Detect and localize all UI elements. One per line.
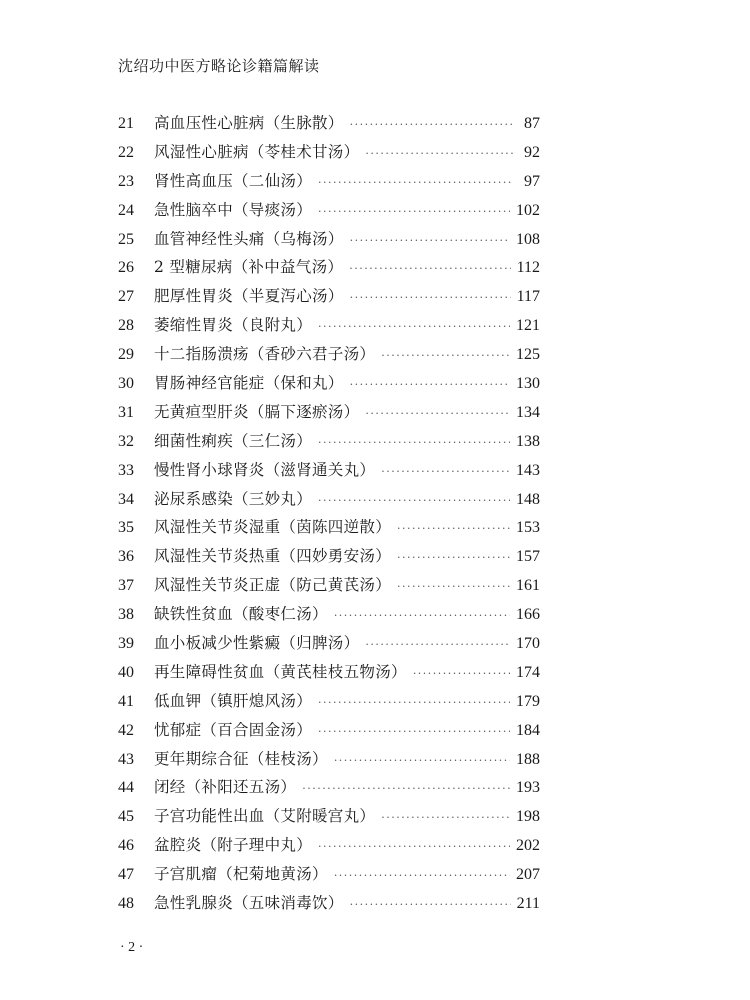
entry-title: 血管神经性头痛（乌梅汤） — [154, 229, 344, 248]
entry-number: 30 — [118, 375, 134, 393]
entry-number: 24 — [118, 201, 134, 219]
entry-number: 33 — [118, 461, 134, 479]
entry-page: 138 — [516, 432, 540, 450]
entry-page: 134 — [516, 403, 540, 421]
toc-entry[interactable] — [118, 804, 540, 833]
table-of-contents — [118, 111, 540, 920]
dot-leader — [302, 782, 510, 795]
entry-page: 161 — [516, 577, 540, 595]
dot-leader — [318, 320, 510, 333]
toc-entry[interactable] — [118, 198, 540, 227]
entry-page: 125 — [516, 346, 540, 364]
entry-title: 细菌性痢疾（三仁汤） — [154, 431, 313, 450]
entry-title: 血小板减少性紫癜（归脾汤） — [154, 634, 360, 653]
toc-entry[interactable] — [118, 227, 540, 256]
toc-entry[interactable] — [118, 515, 540, 544]
entry-page: 188 — [516, 750, 540, 768]
dot-leader — [350, 118, 514, 131]
dot-leader — [334, 754, 510, 767]
dot-leader — [318, 725, 510, 738]
entry-number: 38 — [118, 606, 134, 624]
entry-number: 41 — [118, 692, 134, 710]
toc-entry[interactable] — [118, 371, 540, 400]
entry-title: 胃肠神经官能症（保和丸） — [154, 374, 344, 393]
entry-page: 130 — [516, 375, 540, 393]
entry-number: 45 — [118, 808, 134, 826]
toc-entry[interactable] — [118, 862, 540, 891]
entry-number: 39 — [118, 635, 134, 653]
dot-leader — [318, 436, 510, 449]
dot-leader — [397, 551, 510, 564]
entry-page: 102 — [516, 201, 540, 219]
entry-number: 47 — [118, 866, 134, 884]
entry-number: 22 — [118, 143, 134, 161]
dot-leader — [365, 147, 514, 160]
entry-number: 23 — [118, 172, 134, 190]
entry-title: 无黄疸型肝炎（膈下逐瘀汤） — [154, 402, 360, 421]
entry-title: 高血压性心脏病（生脉散） — [154, 114, 344, 132]
entry-page: 193 — [516, 779, 540, 797]
entry-title: 更年期综合征（桂枝汤） — [154, 749, 328, 768]
entry-title: 风湿性关节炎热重（四妙勇安汤） — [154, 547, 392, 566]
entry-page: 92 — [524, 143, 540, 161]
entry-page: 117 — [516, 288, 540, 306]
entry-number: 48 — [118, 895, 134, 913]
entry-number: 27 — [118, 288, 134, 306]
entry-number: 21 — [118, 115, 134, 132]
toc-entry[interactable] — [118, 631, 540, 660]
entry-page: 207 — [516, 866, 540, 884]
toc-entry[interactable] — [118, 660, 540, 689]
dot-leader — [350, 898, 511, 911]
toc-entry[interactable] — [118, 400, 540, 429]
entry-page: 202 — [516, 837, 540, 855]
entry-title: 盆腔炎（附子理中丸） — [154, 836, 313, 855]
entry-page: 170 — [516, 635, 540, 653]
entry-page: 97 — [524, 172, 540, 190]
toc-entry[interactable] — [118, 313, 540, 342]
entry-number: 25 — [118, 230, 134, 248]
entry-title: 风湿性关节炎正虚（防己黄芪汤） — [154, 576, 392, 595]
entry-title: 子宫肌瘤（杞菊地黄汤） — [154, 865, 328, 884]
dot-leader — [334, 869, 510, 882]
toc-entry[interactable] — [118, 255, 540, 284]
dot-leader — [318, 494, 510, 507]
entry-number: 37 — [118, 577, 134, 595]
entry-number: 28 — [118, 317, 134, 335]
dot-leader — [381, 465, 510, 478]
dot-leader — [381, 811, 510, 824]
entry-title: 风湿性关节炎湿重（茵陈四逆散） — [154, 518, 392, 537]
entry-title: 缺铁性贫血（酸枣仁汤） — [154, 605, 328, 624]
toc-entry[interactable] — [118, 833, 540, 862]
toc-entry[interactable] — [118, 775, 540, 804]
dot-leader — [350, 234, 510, 247]
toc-entry[interactable] — [118, 602, 540, 631]
toc-entry[interactable] — [118, 689, 540, 718]
entry-title: 子宫功能性出血（艾附暖宫丸） — [154, 807, 376, 826]
page-number: · 2 · — [120, 940, 144, 955]
entry-title: 肥厚性胃炎（半夏泻心汤） — [154, 287, 344, 306]
entry-number: 26 — [118, 259, 134, 277]
dot-leader — [350, 291, 511, 304]
entry-title: 低血钾（镇肝熄风汤） — [154, 691, 313, 710]
dot-leader — [334, 609, 510, 622]
entry-number: 40 — [118, 663, 134, 681]
toc-entry[interactable] — [118, 284, 540, 313]
dot-leader — [350, 378, 510, 391]
toc-entry[interactable] — [118, 487, 540, 516]
entry-title: 2 型糖尿病（补中益气汤） — [154, 258, 344, 277]
entry-page: 174 — [516, 663, 540, 681]
toc-entry[interactable] — [118, 718, 540, 747]
dot-leader — [318, 696, 510, 709]
entry-page: 179 — [516, 692, 540, 710]
entry-page: 121 — [516, 317, 540, 335]
entry-title: 泌尿系感染（三妙丸） — [154, 489, 313, 508]
toc-entry[interactable] — [118, 747, 540, 776]
entry-title: 再生障碍性贫血（黄芪桂枝五物汤） — [154, 662, 407, 681]
toc-entry[interactable] — [118, 342, 540, 371]
entry-title: 急性乳腺炎（五味消毒饮） — [154, 894, 344, 913]
entry-page: 211 — [516, 895, 540, 913]
toc-entry[interactable] — [118, 458, 540, 487]
entry-title: 风湿性心脏病（苓桂术甘汤） — [154, 142, 360, 161]
entry-number: 31 — [118, 403, 134, 421]
entry-title: 急性脑卒中（导痰汤） — [154, 200, 313, 219]
entry-number: 29 — [118, 346, 134, 364]
dot-leader — [365, 638, 510, 651]
toc-entry[interactable] — [118, 544, 540, 573]
entry-title: 闭经（补阳还五汤） — [154, 778, 297, 797]
entry-title: 忧郁症（百合固金汤） — [154, 720, 313, 739]
toc-entry[interactable] — [118, 169, 540, 198]
entry-page: 143 — [516, 461, 540, 479]
entry-number: 46 — [118, 837, 134, 855]
toc-entry[interactable] — [118, 140, 540, 169]
entry-page: 166 — [516, 606, 540, 624]
toc-entry[interactable] — [118, 573, 540, 602]
entry-number: 36 — [118, 548, 134, 566]
toc-entry[interactable] — [118, 111, 540, 140]
running-header: 沈绍功中医方略论诊籍篇解读 — [118, 57, 320, 75]
entry-number: 43 — [118, 750, 134, 768]
toc-entry[interactable] — [118, 429, 540, 458]
dot-leader — [349, 262, 510, 275]
entry-title: 萎缩性胃炎（良附丸） — [154, 316, 313, 335]
toc-entry[interactable] — [118, 891, 540, 920]
entry-page: 112 — [516, 259, 540, 277]
entry-number: 42 — [118, 721, 134, 739]
dot-leader — [381, 349, 510, 362]
dot-leader — [365, 407, 510, 420]
entry-page: 153 — [516, 519, 540, 537]
entry-number: 32 — [118, 432, 134, 450]
entry-number: 44 — [118, 779, 134, 797]
entry-page: 87 — [524, 115, 540, 132]
dot-leader — [397, 522, 510, 535]
entry-page: 184 — [516, 721, 540, 739]
entry-page: 198 — [516, 808, 540, 826]
entry-title: 肾性高血压（二仙汤） — [154, 171, 313, 190]
entry-page: 108 — [516, 230, 540, 248]
entry-number: 35 — [118, 519, 134, 537]
dot-leader — [413, 667, 510, 680]
entry-page: 148 — [516, 490, 540, 508]
dot-leader — [318, 205, 510, 218]
dot-leader — [318, 840, 510, 853]
dot-leader — [397, 580, 510, 593]
entry-page: 157 — [516, 548, 540, 566]
entry-title: 十二指肠溃疡（香砂六君子汤） — [154, 345, 376, 364]
dot-leader — [318, 176, 514, 189]
entry-title: 慢性肾小球肾炎（滋肾通关丸） — [154, 460, 376, 479]
entry-number: 34 — [118, 490, 134, 508]
